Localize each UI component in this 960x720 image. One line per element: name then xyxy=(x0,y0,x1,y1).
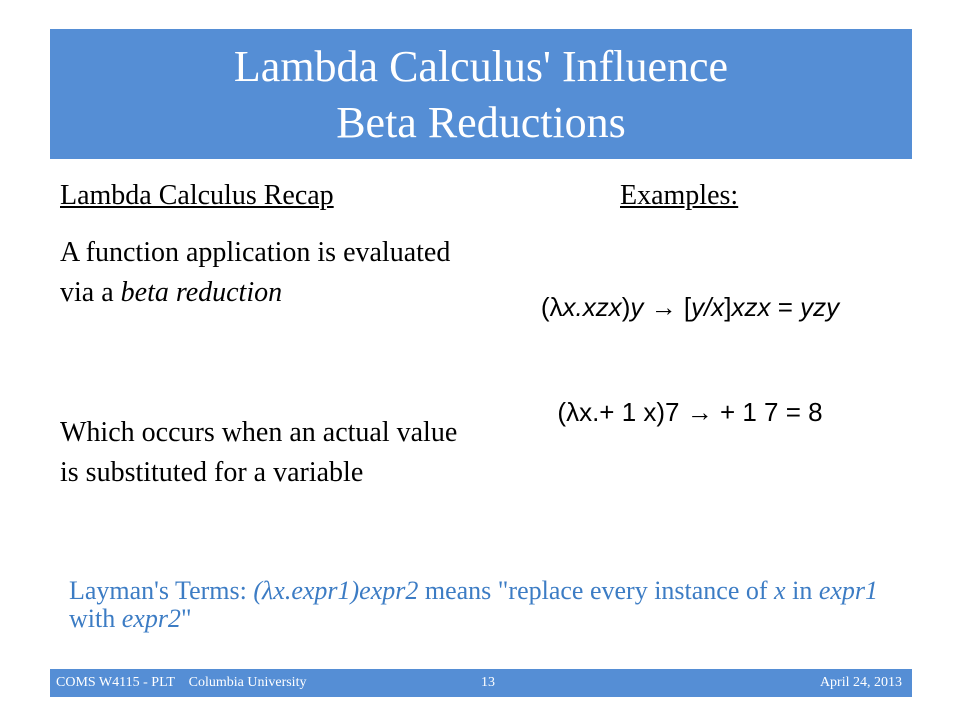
layman-expr1: expr1 xyxy=(818,576,879,605)
footer-course: COMS W4115 - PLT Columbia University xyxy=(56,675,307,690)
layman-with: with xyxy=(69,604,122,633)
example-2: (λx.+ 1 x)7 → + 1 7 = 8 xyxy=(557,397,823,427)
examples-heading: Examples: xyxy=(620,180,739,211)
footer-page-number: 13 xyxy=(481,675,495,690)
beta-reduction-term: beta reduction xyxy=(120,277,283,308)
layman-prefix: Layman's Terms: xyxy=(69,576,254,605)
slide-subtitle: Beta Reductions xyxy=(336,98,626,147)
footer-bar xyxy=(50,669,912,697)
ex-text: → [ xyxy=(643,292,692,322)
ex-italic: yzy xyxy=(800,292,840,322)
ex-text: = xyxy=(770,292,801,322)
footer-date: April 24, 2013 xyxy=(819,675,902,690)
ex-italic: y xyxy=(630,292,644,322)
layman-in: in xyxy=(785,576,819,605)
beta-reduction-paragraph xyxy=(60,233,460,313)
layman-expr2: expr2 xyxy=(121,604,181,633)
layman-terms xyxy=(69,577,899,633)
ex-italic: x.xzx xyxy=(562,292,622,322)
ex-text: (λ xyxy=(540,292,563,322)
recap-heading: Lambda Calculus Recap xyxy=(60,180,334,211)
layman-middle: means "replace every instance of xyxy=(418,576,775,605)
title-bar xyxy=(50,29,912,159)
ex-italic: y/x xyxy=(691,292,725,322)
example-1 xyxy=(470,292,910,323)
layman-expr: (λx.expr1)expr2 xyxy=(253,576,419,605)
paragraph-text: A function application is evaluated via a xyxy=(60,237,451,308)
layman-suffix: " xyxy=(180,604,192,633)
slide-title: Lambda Calculus' Influence xyxy=(233,42,729,91)
ex-text: ] xyxy=(724,292,732,322)
substitution-paragraph: Which occurs when an actual value is substituted for a variable xyxy=(60,417,458,488)
ex-text: ) xyxy=(621,292,631,322)
layman-x: x xyxy=(774,576,786,605)
ex-italic: xzx xyxy=(731,292,771,322)
